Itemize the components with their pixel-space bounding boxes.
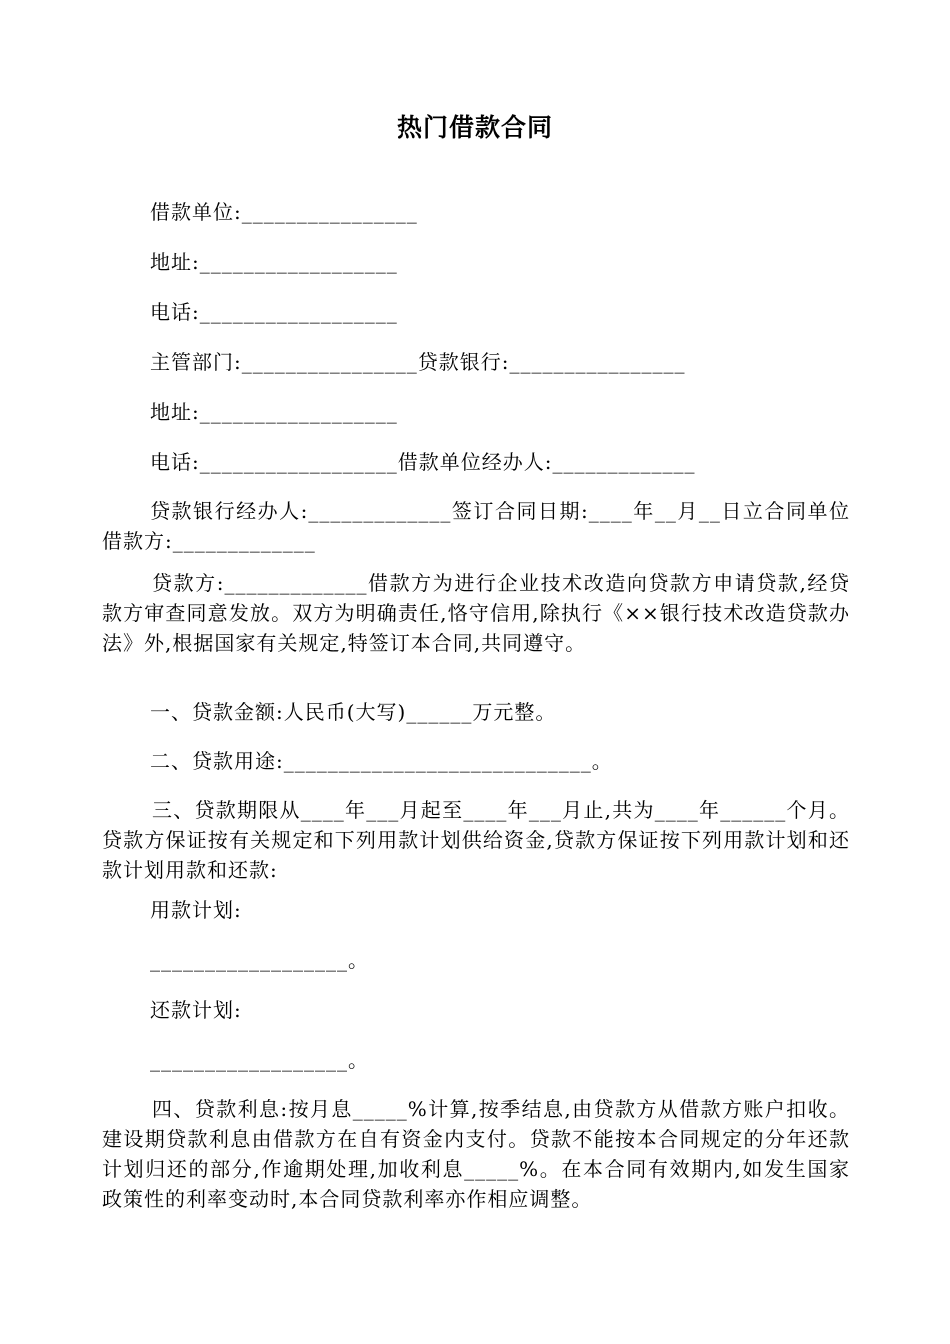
signing-paragraph: 贷款银行经办人:_____________签订合同日期:____年__月__日立合同单位借款方:_____________ [102, 499, 850, 553]
preamble-paragraph: 贷款方:_____________借款方为进行企业技术改造向贷款方申请贷款,经贷款方审查同意发放。双方为明确责任,恪守信用,除执行《××银行技术改造贷款办法》外,根据国家有关规定,特签订本合同,共同遵守。 [102, 571, 850, 655]
borrower-phone-line: 电话:__________________ [150, 300, 398, 324]
borrower-address-line: 地址:__________________ [150, 250, 398, 274]
repay-plan-label: 还款计划: [150, 998, 242, 1022]
clause-4-interest: 四、贷款利息:按月息_____%计算,按季结息,由贷款方从借款方账户扣收。建设期贷款利息由借款方在自有资金内支付。贷款不能按本合同规定的分年还款计划归还的部分,作逾期处理,加收利息_____%。在本合同有效期内,如发生国家政策性的利率变动时,本合同贷款利率亦作相应调整。 [102, 1097, 850, 1211]
dept-and-bank-line: 主管部门:________________贷款银行:________________ [150, 350, 686, 374]
repay-plan-blank: __________________。 [150, 1048, 369, 1072]
bank-phone-agent-line: 电话:__________________借款单位经办人:_____________ [150, 450, 696, 474]
document-title: 热门借款合同 [396, 113, 553, 142]
clause-2-purpose: 二、贷款用途:____________________________。 [150, 749, 613, 773]
clause-3-term: 三、贷款期限从____年___月起至____年___月止,共为____年______个月。贷款方保证按有关规定和下列用款计划供给资金,贷款方保证按下列用款计划和还款计划用款和还款: [102, 798, 850, 882]
borrower-unit-line: 借款单位:________________ [150, 200, 418, 224]
clause-1-amount: 一、贷款金额:人民币(大写)______万元整。 [150, 700, 557, 724]
bank-address-line: 地址:__________________ [150, 400, 398, 424]
use-plan-label: 用款计划: [150, 898, 242, 922]
use-plan-blank: __________________。 [150, 948, 369, 972]
